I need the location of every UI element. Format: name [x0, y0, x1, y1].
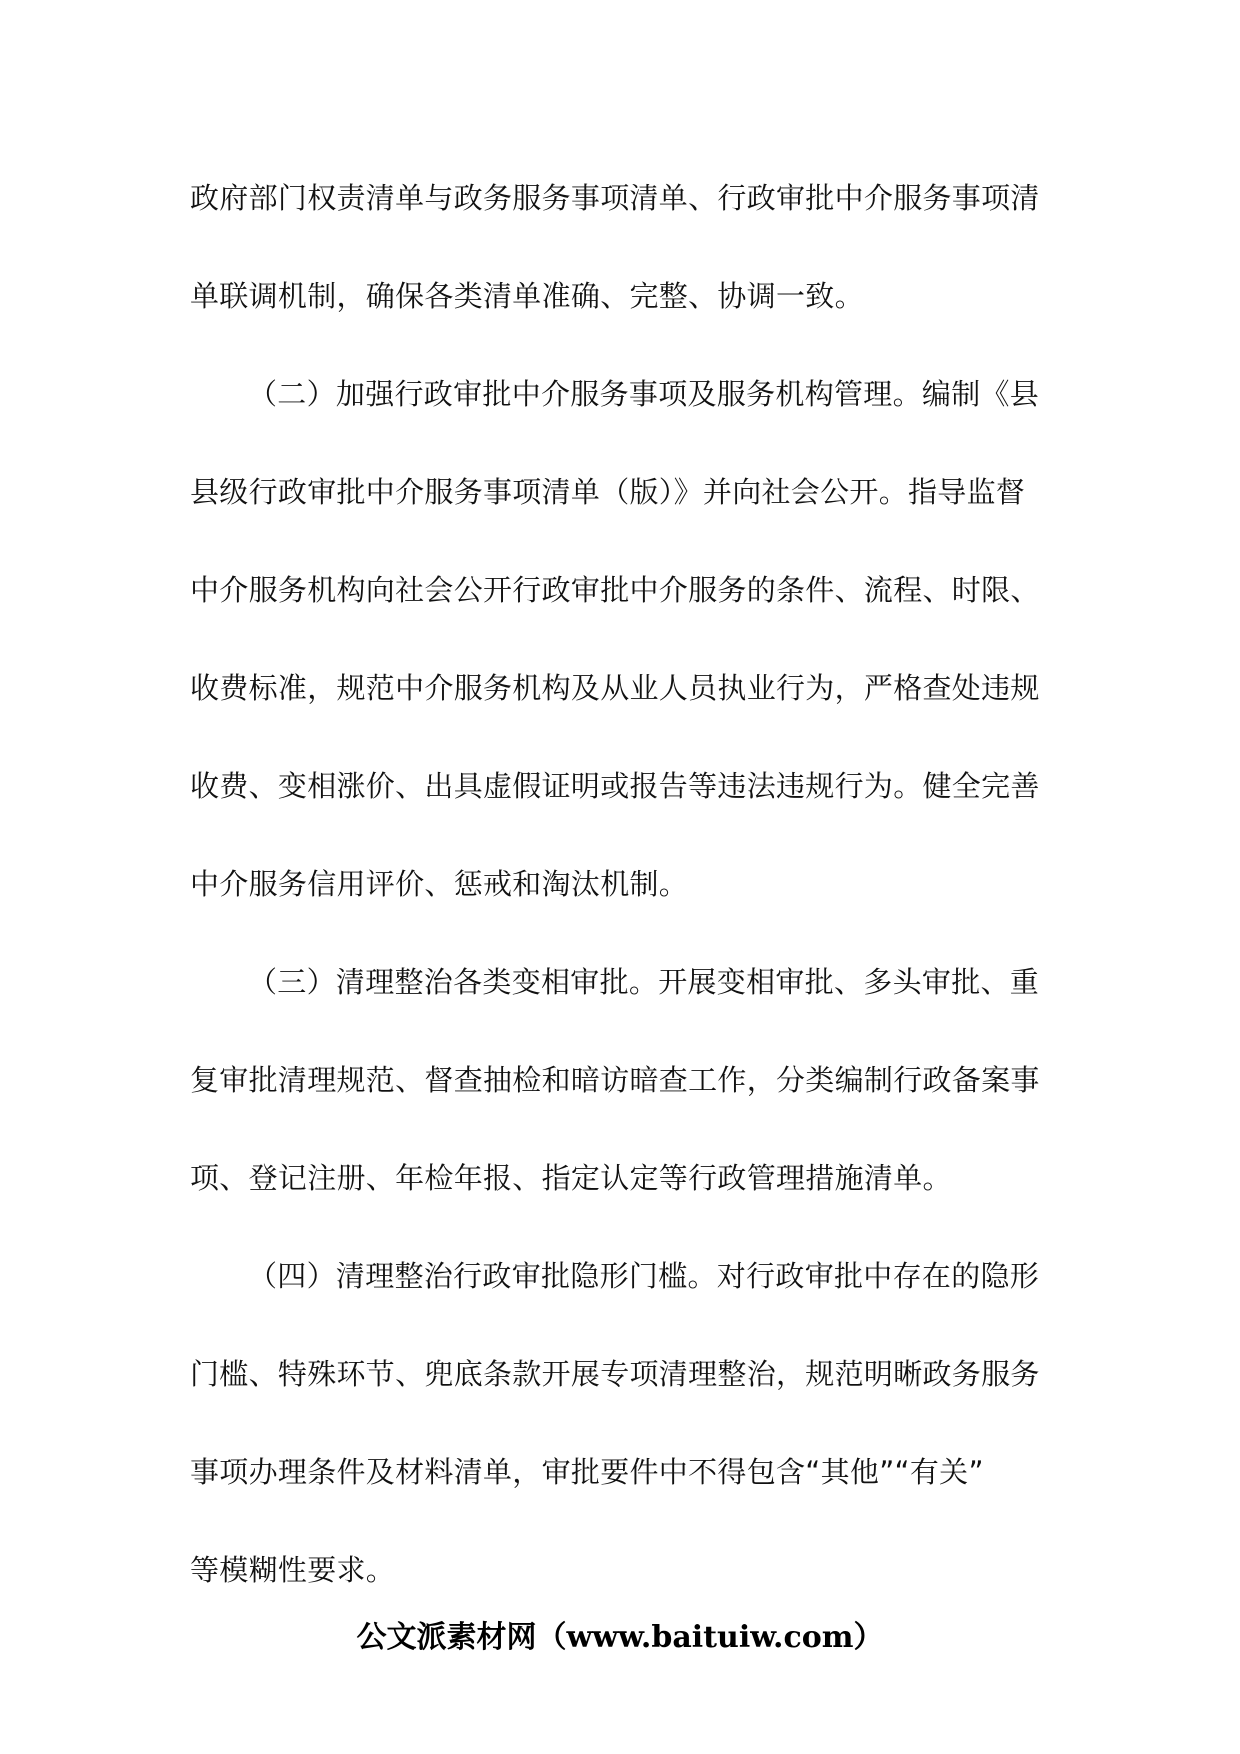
text-line: 县级行政审批中介服务事项清单（版）》并向社会公开。指导监督	[190, 475, 1026, 509]
text-line: 事项办理条件及材料清单，审批要件中不得包含“其他”“有关”	[190, 1455, 984, 1489]
text-line: 门槛、特殊环节、兜底条款开展专项清理整治，规范明晰政务服务	[190, 1357, 1040, 1391]
text-line: 政府部门权责清单与政务服务事项清单、行政审批中介服务事项清	[190, 181, 1040, 215]
text-line: 收费、变相涨价、出具虚假证明或报告等违法违规行为。健全完善	[190, 769, 1040, 803]
text-line: 中介服务机构向社会公开行政审批中介服务的条件、流程、时限、	[190, 573, 1040, 607]
section-heading-line: （三）清理整治各类变相审批。开展变相审批、多头审批、重	[248, 965, 1040, 999]
section-heading-line: （四）清理整治行政审批隐形门槛。对行政审批中存在的隐形	[248, 1259, 1040, 1293]
text-line: 收费标准，规范中介服务机构及从业人员执业行为，严格查处违规	[190, 671, 1040, 705]
section-heading-line: （二）加强行政审批中介服务事项及服务机构管理。编制《县	[248, 377, 1040, 411]
footer-credit: 公文派素材网（www.baituiw.com）	[356, 1620, 884, 1655]
text-line: 项、登记注册、年检年报、指定认定等行政管理措施清单。	[190, 1161, 952, 1195]
text-line: 复审批清理规范、督查抽检和暗访暗查工作，分类编制行政备案事	[190, 1063, 1040, 1097]
body-text	[190, 168, 1060, 1638]
text-line: 中介服务信用评价、惩戒和淘汰机制。	[190, 867, 689, 901]
text-line: 等模糊性要求。	[190, 1553, 396, 1587]
text-line: 单联调机制，确保各类清单准确、完整、协调一致。	[190, 279, 864, 313]
